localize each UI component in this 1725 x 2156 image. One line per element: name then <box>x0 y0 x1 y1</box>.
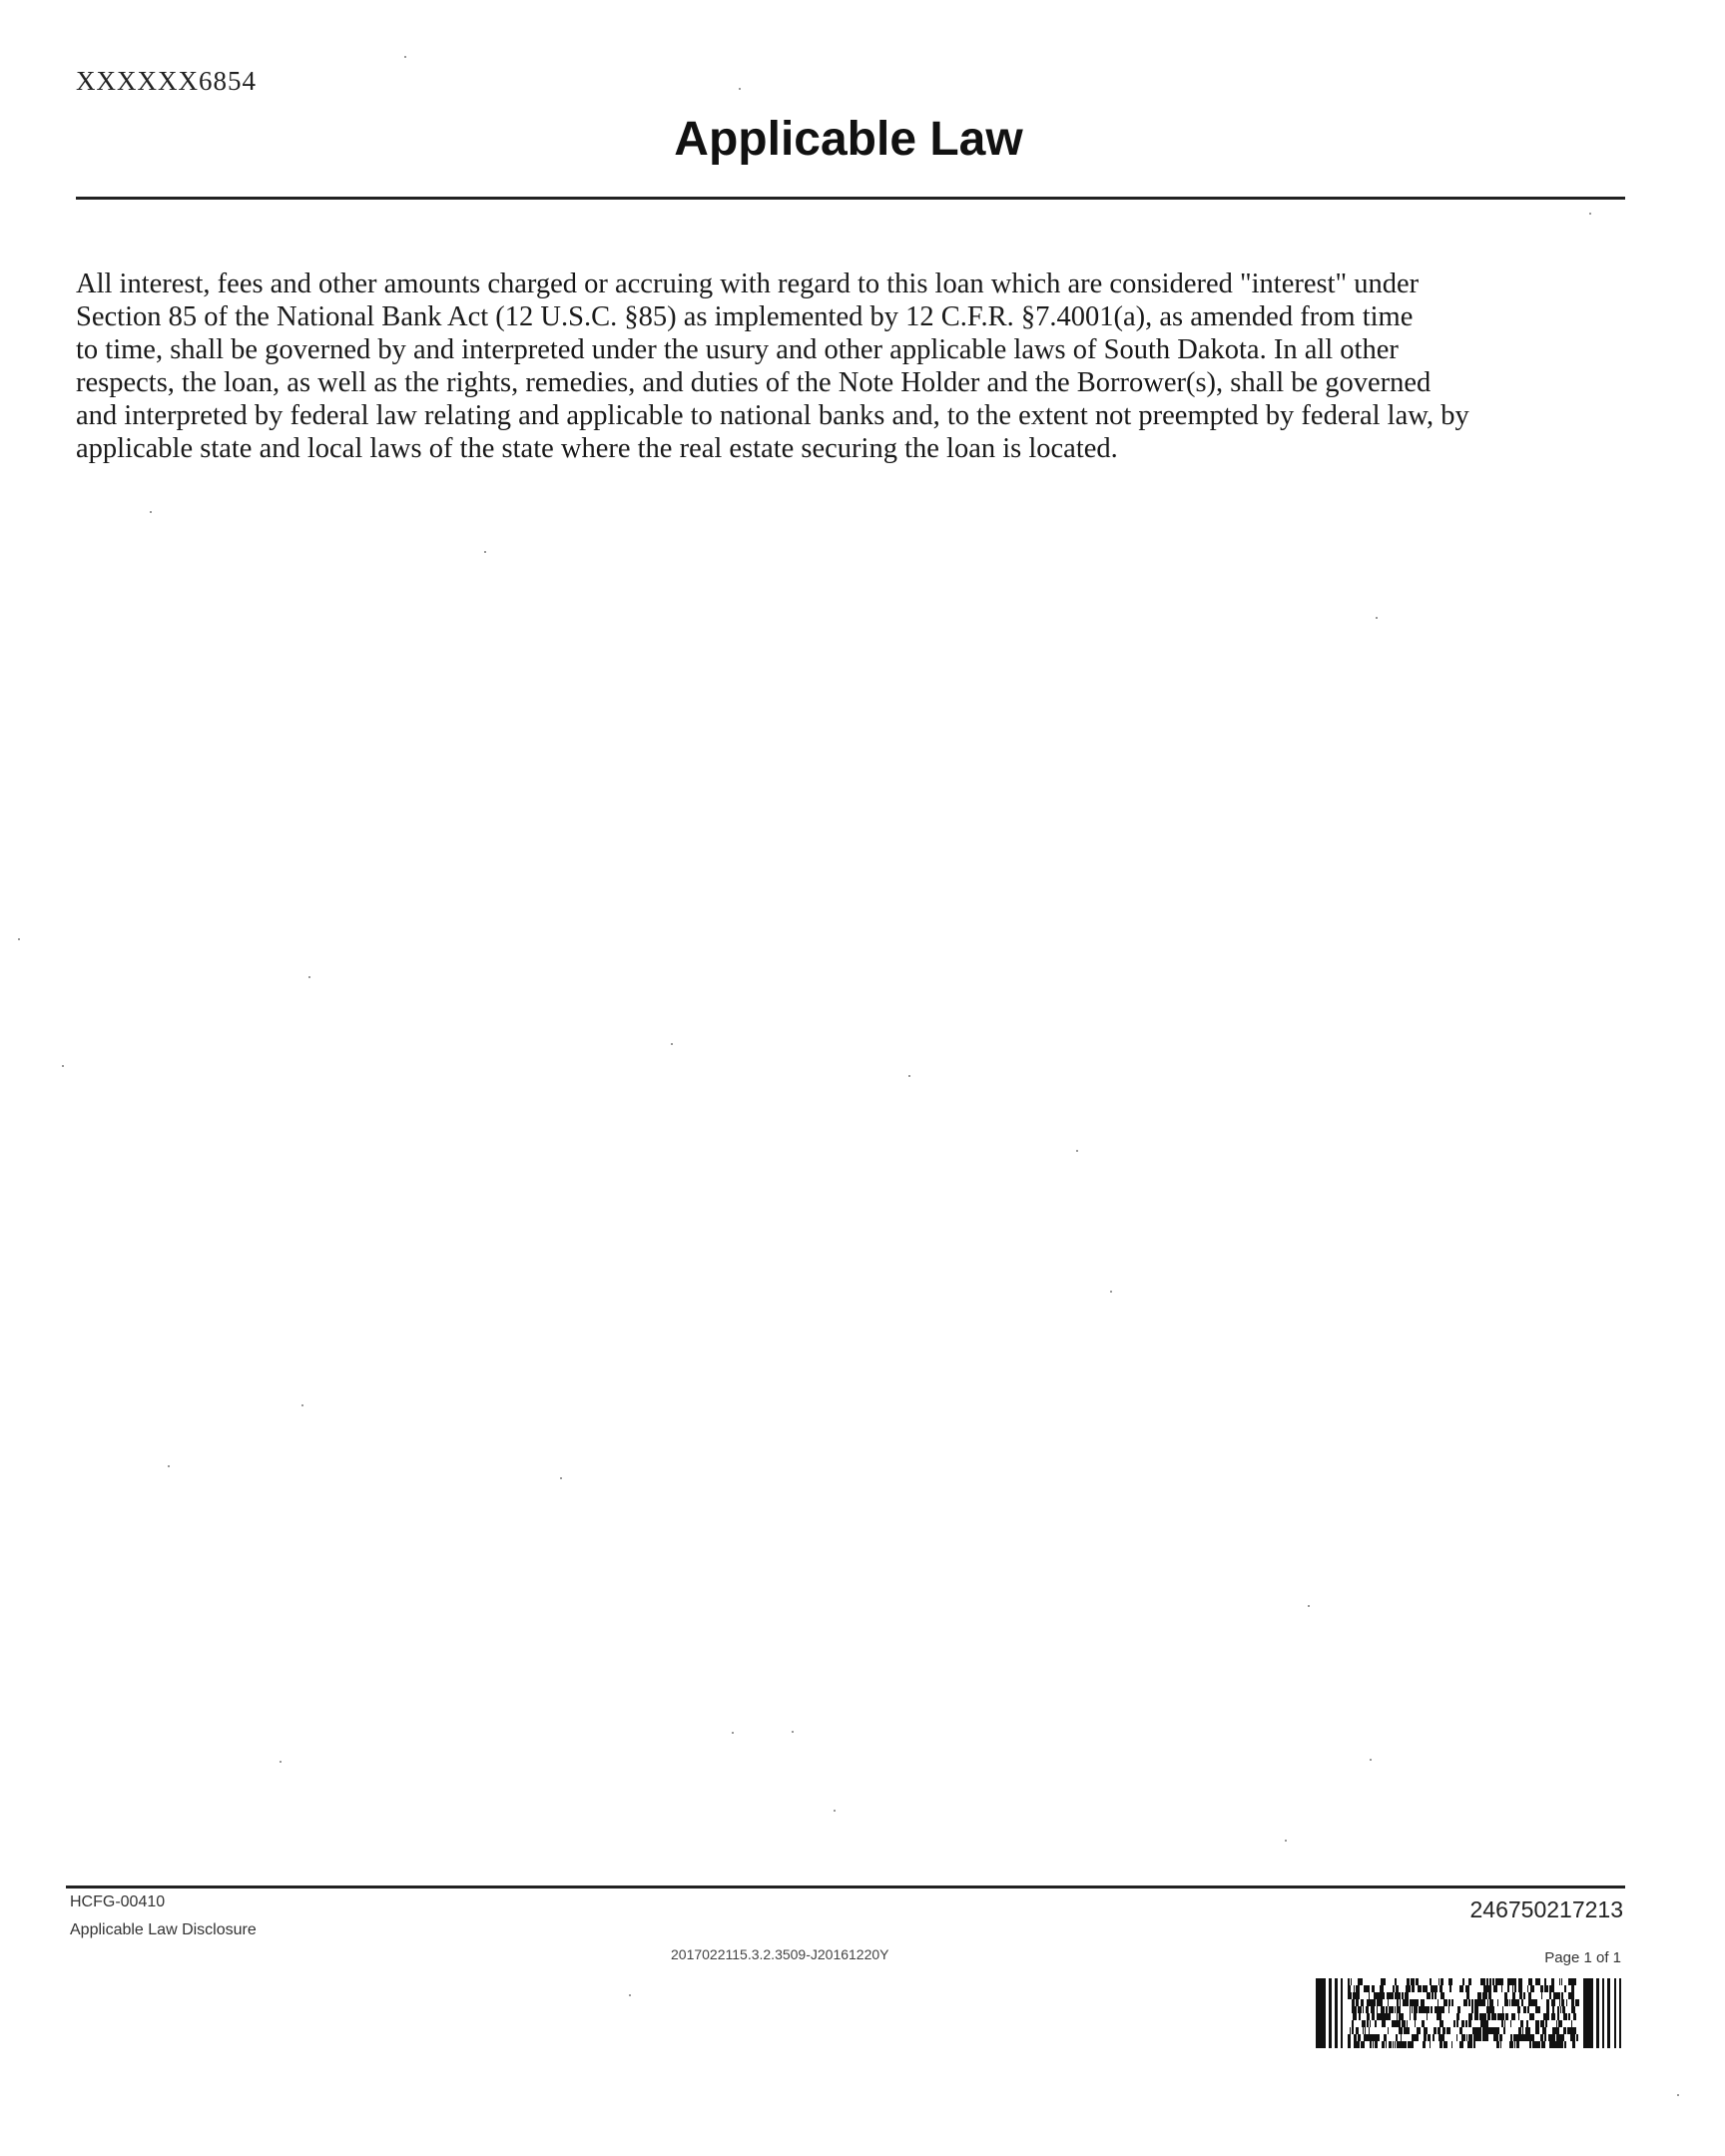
scan-speck <box>1110 1291 1112 1293</box>
footer-divider <box>66 1886 1625 1888</box>
scan-speck <box>834 1810 836 1812</box>
scan-speck <box>671 1043 673 1045</box>
barcode-bars <box>1316 1978 1621 2048</box>
document-title: Applicable Law <box>674 113 1023 166</box>
barcode-image <box>1316 1978 1621 2048</box>
scan-speck <box>1677 2094 1679 2096</box>
page-number: Page 1 of 1 <box>1544 1949 1621 1966</box>
paragraph-line: and interpreted by federal law relating and applicable to national banks and, to the extent not preempted by federal law, by <box>76 400 1469 431</box>
batch-code: 2017022115.3.2.3509-J20161220Y <box>671 1946 889 1962</box>
scan-speck <box>150 511 152 513</box>
scan-speck <box>1308 1605 1310 1607</box>
scan-speck <box>560 1477 562 1479</box>
scan-speck <box>629 1994 631 1996</box>
loan-id: 246750217213 <box>1469 1896 1623 1922</box>
scan-speck <box>62 1065 64 1067</box>
scan-speck <box>1376 617 1378 619</box>
scan-speck <box>484 551 486 553</box>
paragraph-line: applicable state and local laws of the state where the real estate securing the loan is located. <box>76 433 1118 464</box>
scan-speck <box>1076 1150 1078 1152</box>
scan-speck <box>301 1404 303 1406</box>
scan-speck <box>280 1761 282 1763</box>
scan-speck <box>404 56 406 58</box>
scan-speck <box>308 976 310 978</box>
scan-speck <box>792 1731 794 1733</box>
title-divider <box>76 197 1625 200</box>
form-code: HCFG-00410 <box>70 1893 166 1910</box>
scan-speck <box>908 1075 910 1077</box>
account-number: XXXXXX6854 <box>76 66 257 96</box>
scan-speck <box>1285 1840 1287 1842</box>
disclosure-paragraph <box>76 268 1633 465</box>
scan-speck <box>732 1732 734 1734</box>
paragraph-line: to time, shall be governed by and interpreted under the usury and other applicable laws of South Dakota. In all other <box>76 334 1399 365</box>
paragraph-line: respects, the loan, as well as the rights, remedies, and duties of the Note Holder and the Borrower(s), shall be governed <box>76 367 1432 398</box>
scan-speck <box>18 938 20 940</box>
scan-speck <box>168 1465 170 1467</box>
scan-speck <box>1370 1759 1372 1761</box>
paragraph-line: All interest, fees and other amounts charged or accruing with regard to this loan which are considered "interest" under <box>76 269 1420 299</box>
scan-speck <box>1589 213 1591 215</box>
scan-speck <box>739 88 741 90</box>
paragraph-line: Section 85 of the National Bank Act (12 U.S.C. §85) as implemented by 12 C.F.R. §7.4001(a), as amended from time <box>76 301 1414 332</box>
form-name: Applicable Law Disclosure <box>70 1921 257 1938</box>
